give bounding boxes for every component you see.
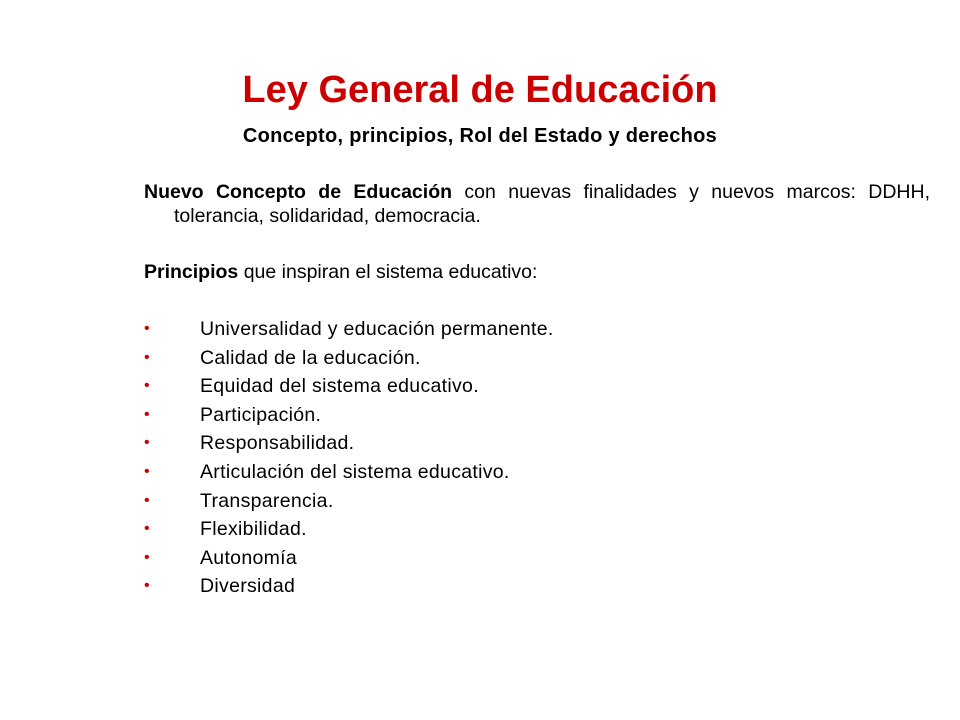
list-item-text: Articulación del sistema educativo. — [200, 460, 510, 483]
list-item — [144, 401, 554, 430]
list-item — [144, 572, 554, 601]
list-item — [144, 544, 554, 573]
bullet-icon: • — [144, 491, 150, 509]
bullet-icon: • — [144, 520, 150, 538]
bullet-icon: • — [144, 377, 150, 395]
slide-subtitle: Concepto, principios, Rol del Estado y derechos — [242, 125, 718, 147]
bullet-icon: • — [144, 434, 150, 452]
list-item-text: Universalidad y educación permanente. — [200, 318, 554, 340]
bullet-icon: • — [144, 348, 150, 366]
list-item-text: Flexibilidad. — [200, 518, 307, 541]
concept-text: con nuevas finalidades y nuevos marcos: DDHH, tolerancia, solidaridad, democracia. — [174, 181, 931, 227]
list-item-text: Responsabilidad. — [200, 432, 355, 455]
principles-text: que inspiran el sistema educativo: — [238, 261, 538, 283]
list-item-text: Participación. — [200, 403, 322, 426]
principles-lead: Principios — [144, 261, 239, 283]
list-item — [144, 315, 554, 344]
bullet-icon: • — [144, 548, 150, 566]
list-item — [144, 487, 554, 516]
bullet-icon: • — [144, 320, 150, 337]
bullet-icon: • — [144, 462, 150, 480]
list-item — [144, 458, 554, 487]
list-item — [144, 515, 554, 544]
list-item-text: Diversidad — [200, 575, 296, 598]
slide-title: Ley General de Educación — [242, 69, 718, 111]
list-item-text: Equidad del sistema educativo. — [200, 375, 479, 398]
principles-list — [144, 315, 554, 601]
bullet-icon: • — [144, 405, 150, 423]
concept-lead: Nuevo Concepto de Educación — [144, 181, 453, 203]
bullet-icon: • — [144, 577, 150, 595]
principles-intro — [144, 260, 537, 284]
list-item-text: Transparencia. — [200, 489, 334, 512]
list-item — [144, 372, 554, 401]
list-item — [144, 344, 554, 373]
list-item-text: Calidad de la educación. — [200, 346, 421, 369]
list-item — [144, 429, 554, 458]
list-item-text: Autonomía — [200, 546, 298, 569]
concept-paragraph — [144, 180, 930, 228]
